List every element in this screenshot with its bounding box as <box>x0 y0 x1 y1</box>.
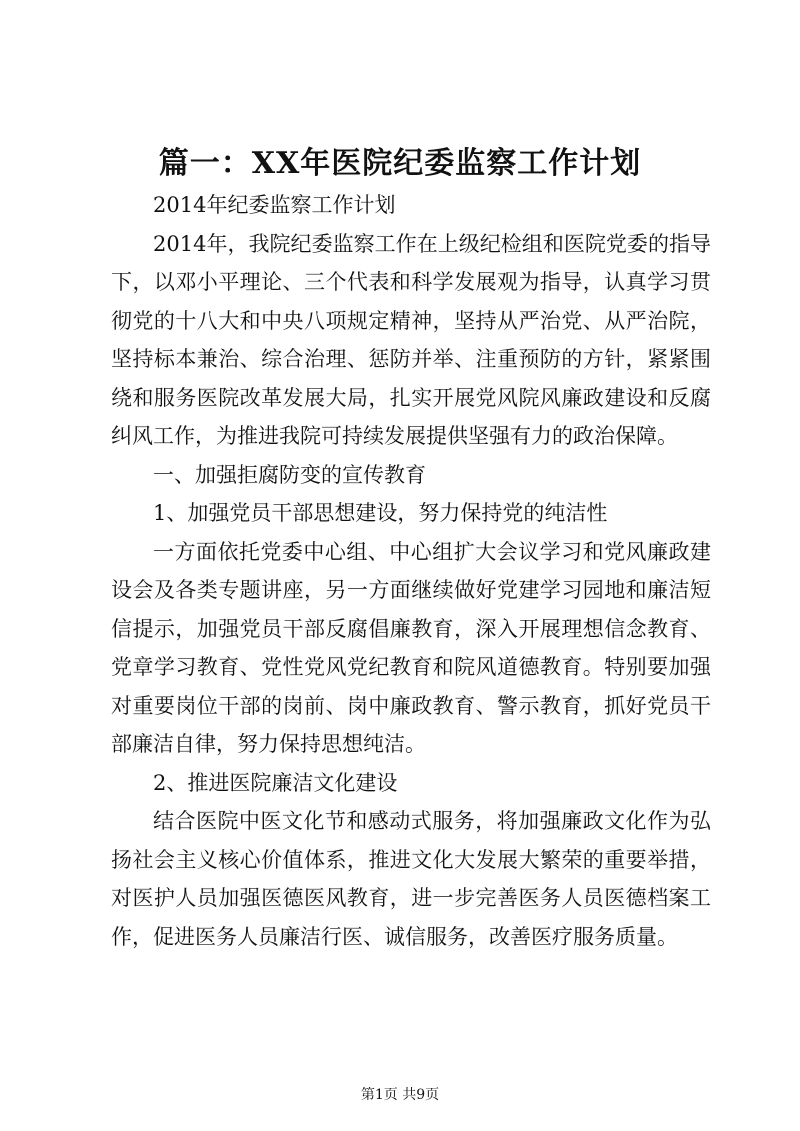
section-heading-1: 一、加强拒腐防变的宣传教育 <box>153 462 426 487</box>
paragraph-education: 一方面依托党委中心组、中心组扩大会议学习和党风廉政建设会及各类专题讲座，另一方面继续做好党建学习园地和廉洁短信提示，加强党员干部反腐倡廉教育，深入开展理想信念教育、党章学习教育、党性党风党纪教育和院风道德教育。特别要加强对重要岗位干部的岗前、岗中廉政教育、警示教育，抓好党员干部廉洁自律，努力保持思想纯洁。 <box>111 539 711 756</box>
subsection-heading-2: 2、推进医院廉洁文化建设 <box>153 770 398 795</box>
page-footer: 第1页 共9页 <box>360 1087 440 1103</box>
document-body <box>111 186 711 956</box>
document-title: 篇一：XX年医院纪委监察工作计划 <box>158 146 642 181</box>
subsection-heading-1: 1、加强党员干部思想建设，努力保持党的纯洁性 <box>153 501 608 525</box>
paragraph-culture: 结合医院中医文化节和感动式服务，将加强廉政文化作为弘扬社会主义核心价值体系，推进文化大发展大繁荣的重要举措，对医护人员加强医德医风教育，进一步完善医务人员医德档案工作，促进医务人员廉洁行医、诚信服务，改善医疗服务质量。 <box>111 809 711 949</box>
paragraph-intro: 2014年，我院纪委监察工作在上级纪检组和医院党委的指导下，以邓小平理论、三个代表和科学发展观为指导，认真学习贯彻党的十八大和中央八项规定精神，坚持从严治党、从严治院，坚持标本兼治、综合治理、惩防并举、注重预防的方针，紧紧围绕和服务医院改革发展大局，扎实开展党风院风廉政建设和反腐纠风工作，为推进我院可持续发展提供坚强有力的政治保障。 <box>111 231 711 448</box>
paragraph-plan-heading: 2014年纪委监察工作计划 <box>153 193 396 217</box>
